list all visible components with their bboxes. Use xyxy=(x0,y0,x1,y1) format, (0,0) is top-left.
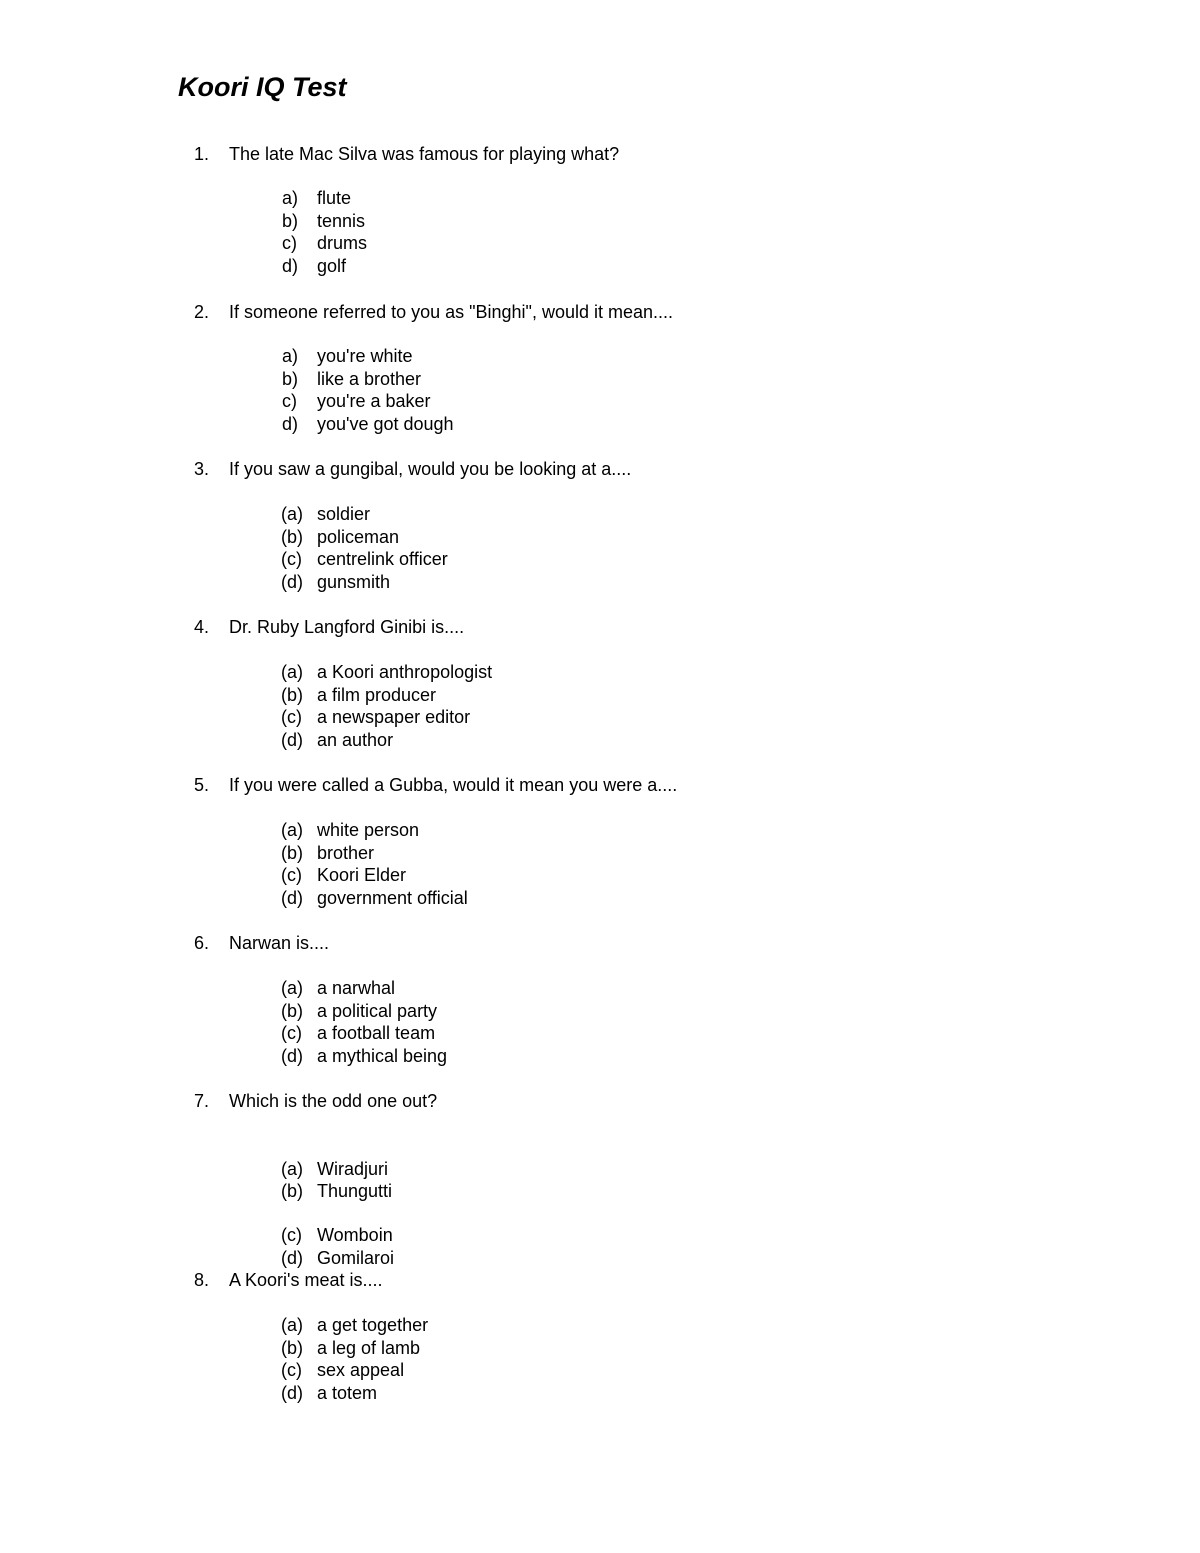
option-text: you've got dough xyxy=(317,414,454,434)
option-text: tennis xyxy=(317,211,366,231)
option-letter: (c) xyxy=(281,707,302,727)
option-letter: (a) xyxy=(281,1159,303,1179)
option-letter: (d) xyxy=(281,572,303,592)
option-c xyxy=(0,548,1200,571)
option-b xyxy=(0,210,1200,233)
option-letter: (b) xyxy=(281,1181,303,1201)
option-letter: b) xyxy=(282,369,299,389)
option-letter: a) xyxy=(282,346,299,366)
question-text: If someone referred to you as "Binghi", would it mean.... xyxy=(229,302,674,322)
option-letter: (b) xyxy=(281,1001,303,1021)
option-c xyxy=(0,706,1200,729)
option-a xyxy=(0,661,1200,684)
option-text: a newspaper editor xyxy=(317,707,471,727)
option-text: government official xyxy=(317,888,468,908)
option-b xyxy=(0,1180,1200,1203)
question-line xyxy=(0,615,1200,639)
option-letter: (c) xyxy=(281,865,302,885)
option-letter: (a) xyxy=(281,662,303,682)
option-a xyxy=(0,345,1200,368)
question-4 xyxy=(0,615,1200,750)
option-text: a political party xyxy=(317,1001,438,1021)
option-text: golf xyxy=(317,256,347,276)
page-title: Koori IQ Test xyxy=(178,72,347,102)
option-d xyxy=(0,887,1200,910)
option-b xyxy=(0,1000,1200,1023)
option-text: you're a baker xyxy=(317,391,431,411)
option-text: gunsmith xyxy=(317,572,391,592)
option-text: policeman xyxy=(317,527,400,547)
option-c xyxy=(0,232,1200,255)
option-text: a leg of lamb xyxy=(317,1338,421,1358)
option-letter: (c) xyxy=(281,1225,302,1245)
option-text: soldier xyxy=(317,504,371,524)
question-text: If you were called a Gubba, would it mean you were a.... xyxy=(229,775,678,795)
option-text: Gomilaroi xyxy=(317,1248,395,1268)
question-line xyxy=(0,457,1200,481)
option-text: centrelink officer xyxy=(317,549,448,569)
option-text: you're white xyxy=(317,346,413,366)
question-2 xyxy=(0,300,1200,434)
option-letter: (c) xyxy=(281,549,302,569)
option-text: white person xyxy=(317,820,420,840)
option-d xyxy=(0,413,1200,436)
option-letter: (d) xyxy=(281,1248,303,1268)
option-text: a film producer xyxy=(317,685,437,705)
option-d xyxy=(0,729,1200,752)
option-b xyxy=(0,368,1200,391)
option-c xyxy=(0,1359,1200,1382)
question-number: 1. xyxy=(194,144,210,164)
option-c xyxy=(0,390,1200,413)
option-letter: c) xyxy=(282,233,297,253)
option-letter: (b) xyxy=(281,685,303,705)
option-text: an author xyxy=(317,730,394,750)
option-d xyxy=(0,1247,1200,1270)
option-letter: c) xyxy=(282,391,297,411)
question-8 xyxy=(0,1268,1200,1403)
option-text: a totem xyxy=(317,1383,378,1403)
option-b xyxy=(0,684,1200,707)
question-line xyxy=(0,300,1200,324)
option-letter: d) xyxy=(282,256,299,276)
option-text: Thungutti xyxy=(317,1181,393,1201)
option-b xyxy=(0,526,1200,549)
question-text: If you saw a gungibal, would you be looking at a.... xyxy=(229,459,632,479)
question-3 xyxy=(0,457,1200,592)
option-text: a football team xyxy=(317,1023,436,1043)
question-7 xyxy=(0,1089,1200,1268)
question-number: 5. xyxy=(194,775,210,795)
question-line xyxy=(0,1268,1200,1292)
option-letter: (d) xyxy=(281,730,303,750)
option-text: a Koori anthropologist xyxy=(317,662,493,682)
question-5 xyxy=(0,773,1200,908)
question-text: Dr. Ruby Langford Ginibi is.... xyxy=(229,617,465,637)
option-d xyxy=(0,571,1200,594)
question-text: A Koori's meat is.... xyxy=(229,1270,383,1290)
option-text: brother xyxy=(317,843,375,863)
question-line xyxy=(0,773,1200,797)
option-letter: (c) xyxy=(281,1023,302,1043)
option-d xyxy=(0,1045,1200,1068)
option-letter: (d) xyxy=(281,888,303,908)
option-d xyxy=(0,1382,1200,1405)
option-letter: (d) xyxy=(281,1383,303,1403)
option-letter: a) xyxy=(282,188,299,208)
option-a xyxy=(0,819,1200,842)
question-number: 2. xyxy=(194,302,210,322)
option-d xyxy=(0,255,1200,278)
question-line xyxy=(0,142,1200,166)
option-letter: (c) xyxy=(281,1360,302,1380)
option-text: sex appeal xyxy=(317,1360,405,1380)
option-letter: (b) xyxy=(281,527,303,547)
option-text: Koori Elder xyxy=(317,865,407,885)
question-text: Narwan is.... xyxy=(229,933,330,953)
option-letter: (b) xyxy=(281,1338,303,1358)
option-letter: (a) xyxy=(281,978,303,998)
option-a xyxy=(0,187,1200,210)
option-letter: (d) xyxy=(281,1046,303,1066)
question-line xyxy=(0,931,1200,955)
option-c xyxy=(0,1224,1200,1247)
option-letter: (a) xyxy=(281,1315,303,1335)
option-letter: (b) xyxy=(281,843,303,863)
option-letter: b) xyxy=(282,211,299,231)
question-text: The late Mac Silva was famous for playing what? xyxy=(229,144,620,164)
option-text: drums xyxy=(317,233,368,253)
option-letter: d) xyxy=(282,414,299,434)
option-letter: (a) xyxy=(281,820,303,840)
option-a xyxy=(0,503,1200,526)
question-number: 3. xyxy=(194,459,210,479)
option-text: a get together xyxy=(317,1315,429,1335)
question-number: 7. xyxy=(194,1091,210,1111)
option-b xyxy=(0,842,1200,865)
option-text: a narwhal xyxy=(317,978,396,998)
option-a xyxy=(0,977,1200,1000)
option-a xyxy=(0,1158,1200,1181)
question-6 xyxy=(0,931,1200,1066)
question-number: 8. xyxy=(194,1270,210,1290)
question-number: 6. xyxy=(194,933,210,953)
option-text: like a brother xyxy=(317,369,422,389)
option-text: Wiradjuri xyxy=(317,1159,389,1179)
question-line xyxy=(0,1089,1200,1113)
option-c xyxy=(0,864,1200,887)
option-text: flute xyxy=(317,188,352,208)
option-text: a mythical being xyxy=(317,1046,448,1066)
option-letter: (a) xyxy=(281,504,303,524)
option-text: Womboin xyxy=(317,1225,393,1245)
option-a xyxy=(0,1314,1200,1337)
question-text: Which is the odd one out? xyxy=(229,1091,438,1111)
question-number: 4. xyxy=(194,617,210,637)
option-c xyxy=(0,1022,1200,1045)
question-1 xyxy=(0,142,1200,276)
option-b xyxy=(0,1337,1200,1360)
